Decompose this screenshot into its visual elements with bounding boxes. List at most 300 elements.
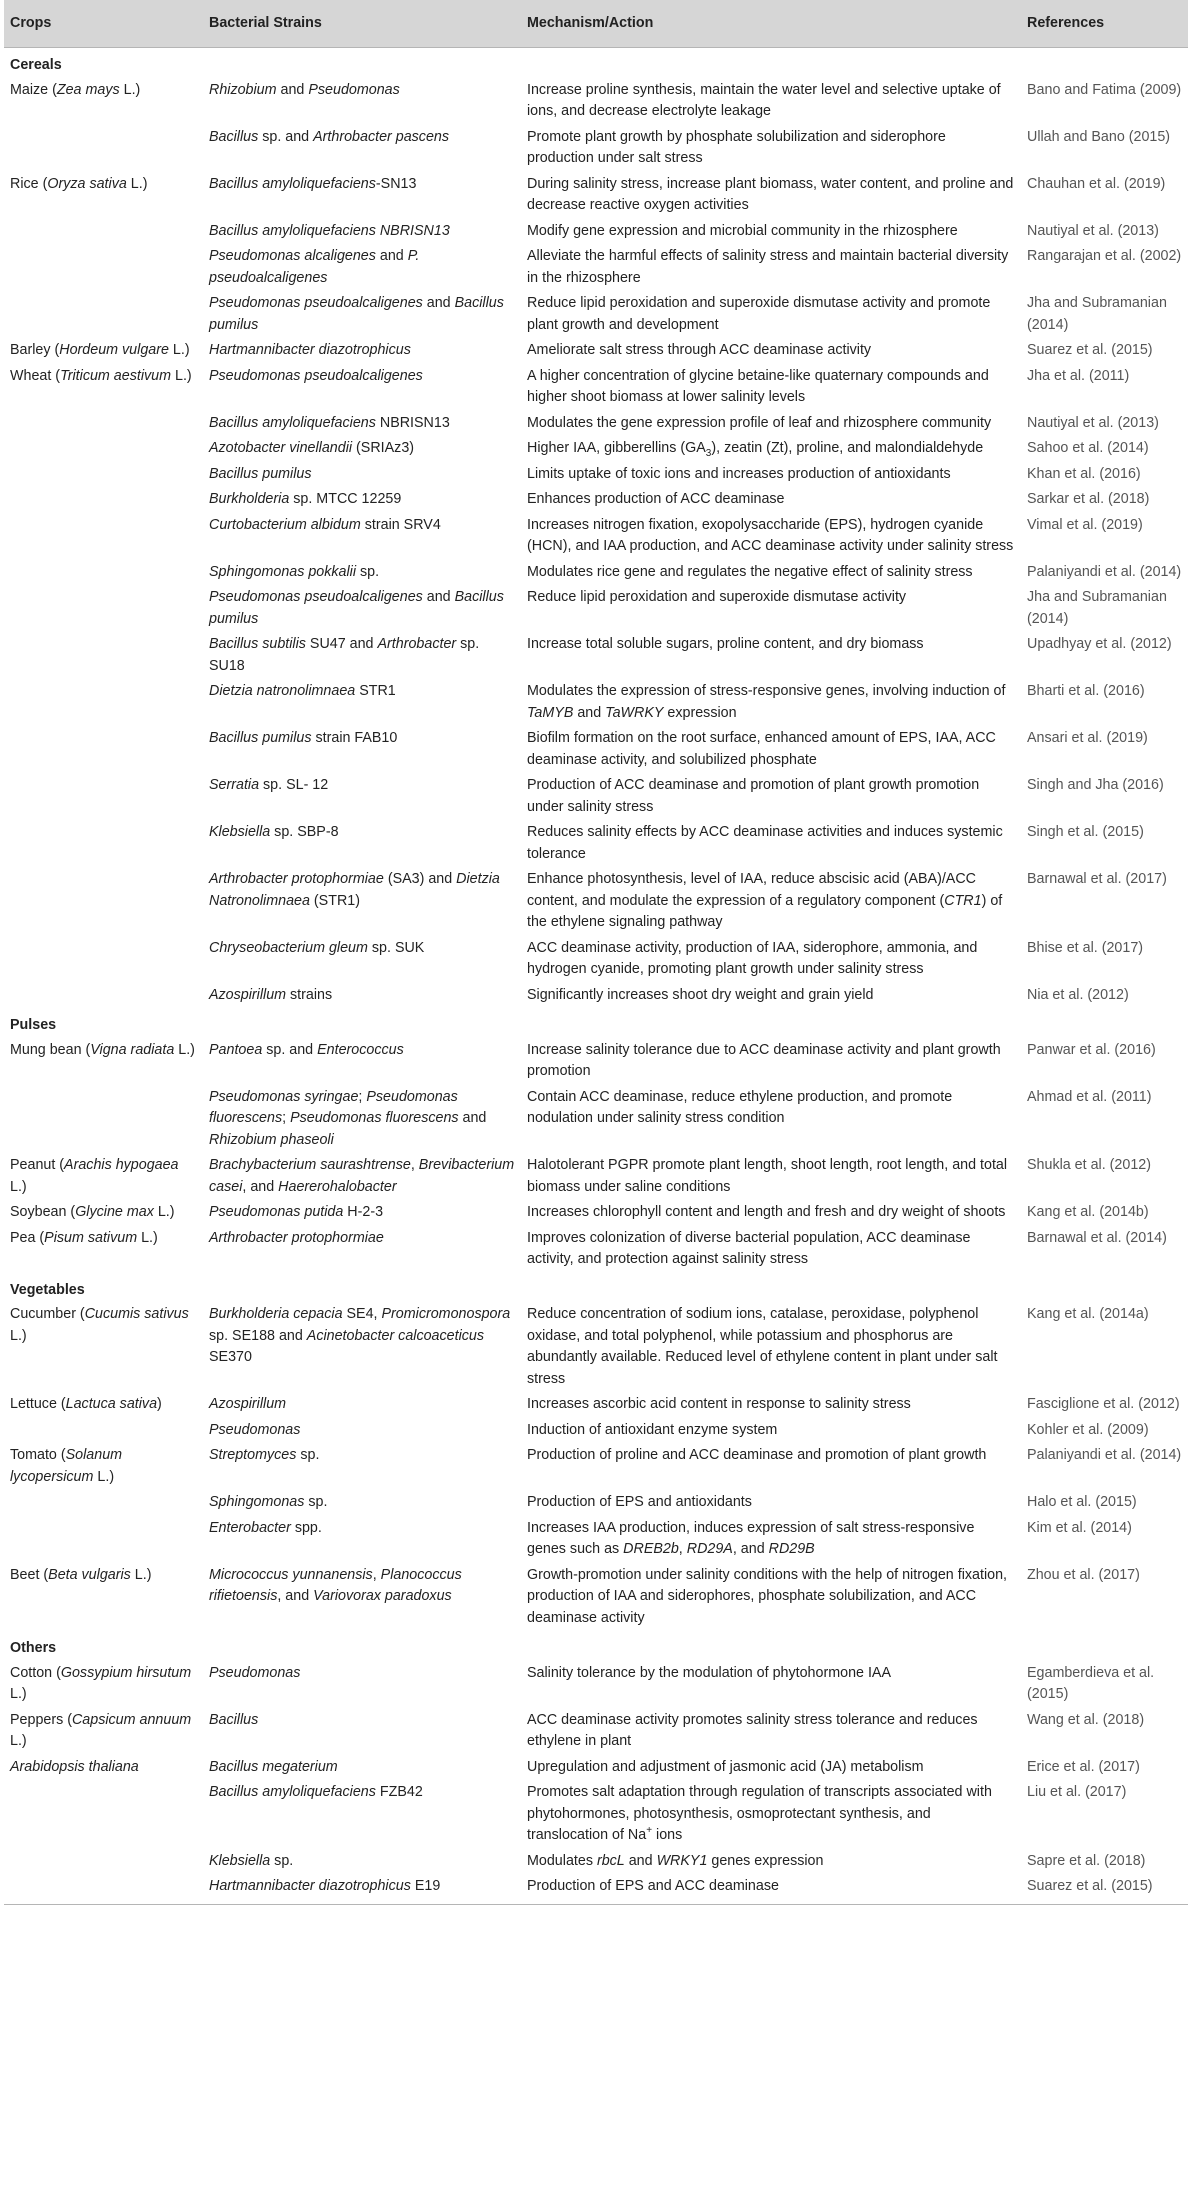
text-run: Curtobacterium albidum (209, 516, 361, 533)
text-run: Arthrobacter (377, 636, 457, 652)
reference-cell (1021, 219, 1188, 245)
text-run: Pseudomonas putida (209, 1204, 344, 1220)
text-run: Variovorax paradoxus (313, 1588, 452, 1604)
table-row (4, 1516, 1188, 1563)
text-run: Cucumber ( (10, 1306, 85, 1322)
text-run: Nautiyal et al. (2013) (1027, 222, 1159, 239)
text-run: Arthrobacter pascens (313, 128, 449, 145)
text-run: sp. SU18 (209, 636, 480, 674)
text-run: sp. SBP-8 (270, 824, 339, 840)
text-run: Klebsiella (209, 1852, 271, 1869)
table-row (4, 936, 1188, 983)
text-run: Bacillus (209, 1711, 259, 1728)
mechanism-cell (521, 867, 1021, 936)
strain-cell (203, 773, 521, 820)
strain-cell (203, 487, 521, 513)
text-run: Arachis hypogaea (64, 1157, 179, 1173)
text-run: sp. SUK (367, 939, 425, 956)
text-run: STR1 (355, 683, 396, 699)
mechanism-cell (521, 560, 1021, 586)
text-run: Bacillus pumilus (209, 589, 504, 627)
text-run: Bacillus subtilis (209, 636, 306, 652)
text-run: , and (277, 1588, 314, 1604)
reference-cell (1021, 411, 1188, 437)
text-run: Chauhan et al. (2019) (1027, 175, 1166, 192)
strain-cell (203, 291, 521, 338)
text-run: Burkholderia (209, 491, 290, 507)
table-row (4, 632, 1188, 679)
crop-cell (4, 773, 203, 820)
crop-cell (4, 679, 203, 726)
text-run: Jha et al. (2011) (1027, 367, 1130, 384)
text-run: During salinity stress, increase plant biomass, water content, and proline and decrease reactive oxygen activities (527, 175, 1014, 213)
reference-cell (1021, 560, 1188, 586)
crop-cell (4, 1755, 203, 1781)
reference-cell (1021, 172, 1188, 219)
table-row (4, 244, 1188, 291)
text-run: Serratia (209, 777, 260, 793)
reference-cell (1021, 679, 1188, 726)
text-run: Promote plant growth by phosphate solubilization and siderophore production under salt stress (527, 128, 946, 166)
mechanism-cell (521, 513, 1021, 560)
text-run: Enhances production of ACC deaminase (527, 491, 785, 507)
strain-cell (203, 1302, 521, 1392)
group-row-vegetables (4, 1273, 1188, 1303)
crop-cell (4, 78, 203, 125)
text-run: Bacillus pumilus (209, 465, 312, 482)
mechanism-cell (521, 1085, 1021, 1154)
text-run: Beet ( (10, 1566, 49, 1583)
text-run: L.) (10, 1178, 27, 1195)
text-run: Nautiyal et al. (2013) (1027, 414, 1159, 431)
group-label: Cereals (10, 57, 62, 73)
reference-cell (1021, 244, 1188, 291)
group-row-pulses (4, 1008, 1188, 1038)
text-run: Vigna radiata (90, 1041, 175, 1058)
crop-cell (4, 1849, 203, 1875)
text-run: Sphingomonas (209, 1494, 305, 1510)
text-run: Enhance photosynthesis, level of IAA, reduce abscisic acid (ABA)/ACC content, and modulate the expression of a regulatory component ( (527, 871, 976, 909)
text-run: Increase total soluble sugars, proline content, and dry biomass (527, 636, 924, 652)
text-run: ; (282, 1110, 291, 1126)
text-run: L.) (171, 367, 192, 384)
crop-cell (4, 364, 203, 411)
text-run: Sphingomonas pokkalii (209, 563, 357, 580)
reference-cell (1021, 936, 1188, 983)
text-run: Bano and Fatima (2009) (1027, 81, 1182, 98)
text-run: Maize ( (10, 81, 57, 98)
text-run: Production of proline and ACC deaminase and promotion of plant growth (527, 1447, 987, 1463)
table-row (4, 1226, 1188, 1273)
group-label: Others (10, 1640, 57, 1656)
text-run: Pseudomonas fluorescens (290, 1110, 459, 1126)
reference-cell (1021, 1085, 1188, 1154)
strain-cell (203, 1443, 521, 1490)
reference-cell (1021, 513, 1188, 560)
table-row (4, 364, 1188, 411)
text-run: Pseudomonas pseudoalcaligenes (209, 367, 423, 384)
text-run: Bhise et al. (2017) (1027, 939, 1144, 956)
mechanism-cell (521, 1418, 1021, 1444)
text-run: Gossypium hirsutum (60, 1664, 192, 1681)
reference-cell (1021, 462, 1188, 488)
text-run: strain FAB10 (311, 730, 398, 746)
data-table (4, 0, 1188, 1905)
text-run: L.) (153, 1204, 175, 1220)
text-run: Acinetobacter calcoaceticus (306, 1327, 484, 1344)
crop-cell (4, 1392, 203, 1418)
strain-cell (203, 867, 521, 936)
text-run: sp. (356, 563, 380, 580)
strain-cell (203, 1516, 521, 1563)
table-body (4, 48, 1188, 1905)
table-row (4, 1849, 1188, 1875)
table-row (4, 78, 1188, 125)
text-run: SE4, (342, 1306, 382, 1322)
text-run: Upadhyay et al. (2012) (1027, 636, 1172, 652)
strain-cell (203, 1200, 521, 1226)
text-run: Bacillus pumilus (209, 730, 312, 746)
reference-cell (1021, 773, 1188, 820)
text-run: Biofilm formation on the root surface, enhanced amount of EPS, IAA, ACC deaminase activity, and solubilized phosphate (527, 730, 996, 768)
table-row (4, 820, 1188, 867)
crop-cell (4, 411, 203, 437)
text-run: Pea ( (10, 1229, 45, 1246)
text-run: Pantoea (209, 1041, 263, 1058)
text-run: Brachybacterium saurashtrense (209, 1157, 411, 1173)
mechanism-cell (521, 1153, 1021, 1200)
reference-cell (1021, 1226, 1188, 1273)
text-run: rbcL (596, 1852, 625, 1869)
strain-cell (203, 1153, 521, 1200)
mechanism-cell (521, 936, 1021, 983)
mechanism-cell (521, 585, 1021, 632)
text-run: Dietzia Natronolimnaea (209, 871, 500, 909)
mechanism-cell (521, 1849, 1021, 1875)
strain-cell (203, 78, 521, 125)
text-run: Rice ( (10, 175, 48, 192)
text-run: Kim et al. (2014) (1027, 1519, 1132, 1536)
text-run: WRKY1 (656, 1852, 708, 1869)
table-row (4, 1443, 1188, 1490)
text-run: Sarkar et al. (2018) (1027, 491, 1150, 507)
text-run: , (678, 1541, 687, 1557)
text-run: Kang et al. (2014b) (1027, 1204, 1149, 1220)
text-run: Zhou et al. (2017) (1027, 1566, 1140, 1583)
text-run: RD29A (686, 1541, 733, 1557)
strain-cell (203, 364, 521, 411)
crop-cell (4, 125, 203, 172)
text-run: Increases IAA production, induces expression of salt stress-responsive genes such as (527, 1519, 975, 1557)
text-run: H-2-3 (343, 1204, 384, 1220)
strain-cell (203, 513, 521, 560)
text-run: CTR1 (944, 892, 982, 909)
reference-cell (1021, 1849, 1188, 1875)
text-run: Planococcus rifietoensis (209, 1566, 462, 1604)
crop-cell (4, 867, 203, 936)
crop-cell (4, 1780, 203, 1849)
text-run: Peppers ( (10, 1711, 72, 1728)
text-run: Salinity tolerance by the modulation of phytohormone IAA (527, 1664, 891, 1681)
text-run: spp. (290, 1519, 322, 1536)
text-run: Enterococcus (317, 1041, 404, 1058)
text-run: ions (652, 1827, 683, 1843)
mechanism-cell (521, 1874, 1021, 1904)
header-references: References (1021, 0, 1188, 48)
text-run: Streptomyces (209, 1447, 297, 1463)
text-run: Bacillus amyloliquefaciens (209, 1784, 376, 1800)
mechanism-cell (521, 1443, 1021, 1490)
reference-cell (1021, 632, 1188, 679)
table-row (4, 867, 1188, 936)
text-run: Jha and Subramanian (2014) (1027, 295, 1167, 333)
reference-cell (1021, 1661, 1188, 1708)
group-row-cereals (4, 48, 1188, 78)
text-run: L.) (174, 1041, 195, 1058)
text-run: Bacillus amyloliquefaciens (209, 414, 376, 431)
text-run: Hartmannibacter diazotrophicus (209, 1878, 411, 1894)
crop-cell (4, 1153, 203, 1200)
text-run: Solanum lycopersicum (10, 1447, 123, 1485)
reference-cell (1021, 1874, 1188, 1904)
crop-cell (4, 1874, 203, 1904)
text-run: sp. (270, 1852, 294, 1869)
reference-cell (1021, 1038, 1188, 1085)
strain-cell (203, 679, 521, 726)
text-run: Barnawal et al. (2017) (1027, 871, 1167, 887)
crop-cell (4, 219, 203, 245)
crop-cell (4, 1038, 203, 1085)
text-run: (SRIAz3) (352, 440, 415, 456)
text-run: ), zeatin (Zt), proline, and malondialdehyde (711, 440, 984, 456)
text-run: Arabidopsis thaliana (10, 1758, 139, 1775)
text-run: Egamberdieva et al. (2015) (1027, 1664, 1155, 1702)
text-run: L.) (130, 1566, 152, 1583)
text-run: Singh et al. (2015) (1027, 824, 1144, 840)
text-run: ; (358, 1088, 367, 1105)
mechanism-cell (521, 338, 1021, 364)
text-run: Halotolerant PGPR promote plant length, shoot length, root length, and total biomass under saline conditions (527, 1157, 1008, 1195)
crop-cell (4, 1443, 203, 1490)
crop-cell (4, 1085, 203, 1154)
text-run: sp. SL- 12 (259, 777, 329, 793)
text-run: , and (732, 1541, 769, 1557)
table-row (4, 726, 1188, 773)
text-run: Palaniyandi et al. (2014) (1027, 563, 1182, 580)
text-run: Improves colonization of diverse bacterial population, ACC deaminase activity, and protection against salinity stress (527, 1229, 971, 1267)
strain-cell (203, 1849, 521, 1875)
mechanism-cell (521, 364, 1021, 411)
table-row (4, 1153, 1188, 1200)
group-label: Pulses (10, 1017, 57, 1033)
mechanism-cell (521, 1226, 1021, 1273)
text-run: sp. (296, 1447, 320, 1463)
text-run: Azotobacter vinellandii (209, 440, 353, 456)
crop-cell (4, 1226, 203, 1273)
strain-cell (203, 125, 521, 172)
strain-cell (203, 462, 521, 488)
strain-cell (203, 1490, 521, 1516)
strain-cell (203, 1038, 521, 1085)
text-run: Ansari et al. (2019) (1027, 730, 1148, 746)
text-run: sp. (304, 1494, 328, 1510)
text-run: Rangarajan et al. (2002) (1027, 248, 1182, 264)
text-run: Pisum sativum (44, 1229, 138, 1246)
text-run: Increases ascorbic acid content in response to salinity stress (527, 1396, 911, 1412)
mechanism-cell (521, 1780, 1021, 1849)
text-run: Pseudomonas pseudoalcaligenes (209, 589, 423, 605)
text-run: Bacillus amyloliquefaciens NBRISN13 (209, 222, 450, 239)
crop-cell (4, 560, 203, 586)
text-run: L.) (10, 1686, 27, 1702)
crop-cell (4, 820, 203, 867)
table-row (4, 1708, 1188, 1755)
reference-cell (1021, 338, 1188, 364)
mechanism-cell (521, 1200, 1021, 1226)
text-run: Modulates the gene expression profile of leaf and rhizosphere community (527, 414, 992, 431)
text-run: Hartmannibacter diazotrophicus (209, 342, 411, 358)
text-run: (SA3) and (383, 871, 457, 887)
text-run: strains (286, 986, 333, 1003)
text-run: Contain ACC deaminase, reduce ethylene production, and promote nodulation under salinity stress condition (527, 1088, 953, 1126)
text-run: Erice et al. (2017) (1027, 1758, 1140, 1775)
reference-cell (1021, 436, 1188, 462)
mechanism-cell (521, 172, 1021, 219)
text-run: Bacillus pumilus (209, 295, 504, 333)
mechanism-cell (521, 773, 1021, 820)
text-run: Rhizobium phaseoli (209, 1131, 334, 1148)
table-row (4, 1874, 1188, 1904)
text-run: Oryza sativa (47, 175, 127, 192)
text-run: Pseudomonas fluorescens (209, 1088, 458, 1126)
text-run: Reduce lipid peroxidation and superoxide dismutase activity (527, 589, 907, 605)
text-run: RD29B (768, 1541, 815, 1557)
table-header-row (4, 0, 1188, 48)
text-run: genes expression (707, 1852, 824, 1869)
text-run: , (372, 1566, 381, 1583)
text-run: Pseudomonas alcaligenes (209, 248, 376, 264)
mechanism-cell (521, 679, 1021, 726)
group-label: Vegetables (10, 1281, 85, 1298)
table-row (4, 1755, 1188, 1781)
header-strains: Bacterial Strains (203, 0, 521, 48)
text-run: Singh and Jha (2016) (1027, 777, 1164, 793)
table-row (4, 773, 1188, 820)
text-run: Glycine max (75, 1204, 154, 1220)
text-run: Palaniyandi et al. (2014) (1027, 1447, 1182, 1463)
text-run: Lactuca sativa (65, 1396, 158, 1412)
table-row (4, 487, 1188, 513)
text-run: Fasciglione et al. (2012) (1027, 1396, 1180, 1412)
text-run: Increase proline synthesis, maintain the water level and selective uptake of ions, and decrease electrolyte leakage (527, 81, 1001, 119)
text-run: Bacillus amyloliquefaciens (209, 175, 376, 192)
reference-cell (1021, 1780, 1188, 1849)
mechanism-cell (521, 726, 1021, 773)
crop-cell (4, 172, 203, 219)
table-row (4, 125, 1188, 172)
text-run: Tomato ( (10, 1447, 66, 1463)
text-run: Zea mays (56, 81, 120, 98)
text-run: SE370 (209, 1349, 252, 1365)
reference-cell (1021, 487, 1188, 513)
text-run: Panwar et al. (2016) (1027, 1041, 1156, 1058)
text-run: Cucumis sativus (84, 1306, 189, 1322)
text-run: ) (157, 1396, 162, 1412)
text-run: Enterobacter (209, 1519, 291, 1536)
text-run: Soybean ( (10, 1204, 76, 1220)
text-run: Suarez et al. (2015) (1027, 342, 1153, 358)
reference-cell (1021, 1490, 1188, 1516)
text-run: SU47 and (305, 636, 378, 652)
strain-cell (203, 1392, 521, 1418)
text-run: Kohler et al. (2009) (1027, 1421, 1149, 1438)
crop-cell (4, 726, 203, 773)
table-row (4, 1661, 1188, 1708)
text-run: and (458, 1110, 487, 1126)
table-row (4, 1392, 1188, 1418)
strain-cell (203, 1418, 521, 1444)
group-row-others (4, 1631, 1188, 1661)
mechanism-cell (521, 411, 1021, 437)
reference-cell (1021, 1563, 1188, 1632)
mechanism-cell (521, 820, 1021, 867)
text-run: Brevibacterium casei (209, 1157, 515, 1195)
text-run: Growth-promotion under salinity conditions with the help of nitrogen fixation, production of IAA and siderophores, phosphate solubilization, and ACC deaminase activity (527, 1566, 1007, 1626)
table-row (4, 1085, 1188, 1154)
text-run: L.) (119, 81, 141, 98)
text-run: and (573, 704, 606, 721)
text-run: -SN13 (375, 175, 417, 192)
text-run: TaMYB (527, 704, 574, 721)
strain-cell (203, 411, 521, 437)
reference-cell (1021, 726, 1188, 773)
text-run: L.) (126, 175, 148, 192)
table-row (4, 1563, 1188, 1632)
text-run: Azospirillum (209, 986, 287, 1003)
mechanism-cell (521, 1302, 1021, 1392)
text-run: Arthrobacter protophormiae (209, 871, 384, 887)
text-run: Promotes salt adaptation through regulation of transcripts associated with phytohormones, photosynthesis, osmoprotectant synthesis, and translocation of Na (527, 1784, 992, 1843)
reference-cell (1021, 1302, 1188, 1392)
reference-cell (1021, 291, 1188, 338)
text-run: Bacillus megaterium (209, 1758, 338, 1775)
table-row (4, 1490, 1188, 1516)
crop-cell (4, 291, 203, 338)
mechanism-cell (521, 487, 1021, 513)
strain-cell (203, 219, 521, 245)
text-run: Nia et al. (2012) (1027, 986, 1129, 1003)
text-run: and (624, 1852, 657, 1869)
table-row (4, 1200, 1188, 1226)
text-run: Burkholderia cepacia (209, 1306, 343, 1322)
reference-cell (1021, 125, 1188, 172)
text-run: Pseudomonas (209, 1421, 301, 1438)
crop-cell (4, 436, 203, 462)
table-row (4, 679, 1188, 726)
text-run: Klebsiella (209, 824, 271, 840)
mechanism-cell (521, 1563, 1021, 1632)
mechanism-cell (521, 436, 1021, 462)
strain-cell (203, 1708, 521, 1755)
text-run: Ullah and Bano (2015) (1027, 128, 1171, 145)
reference-cell (1021, 1708, 1188, 1755)
table-row (4, 1302, 1188, 1392)
strain-cell (203, 632, 521, 679)
mechanism-cell (521, 1755, 1021, 1781)
text-run: sp. SE188 and (209, 1327, 307, 1344)
strain-cell (203, 585, 521, 632)
text-run: L.) (137, 1229, 158, 1246)
